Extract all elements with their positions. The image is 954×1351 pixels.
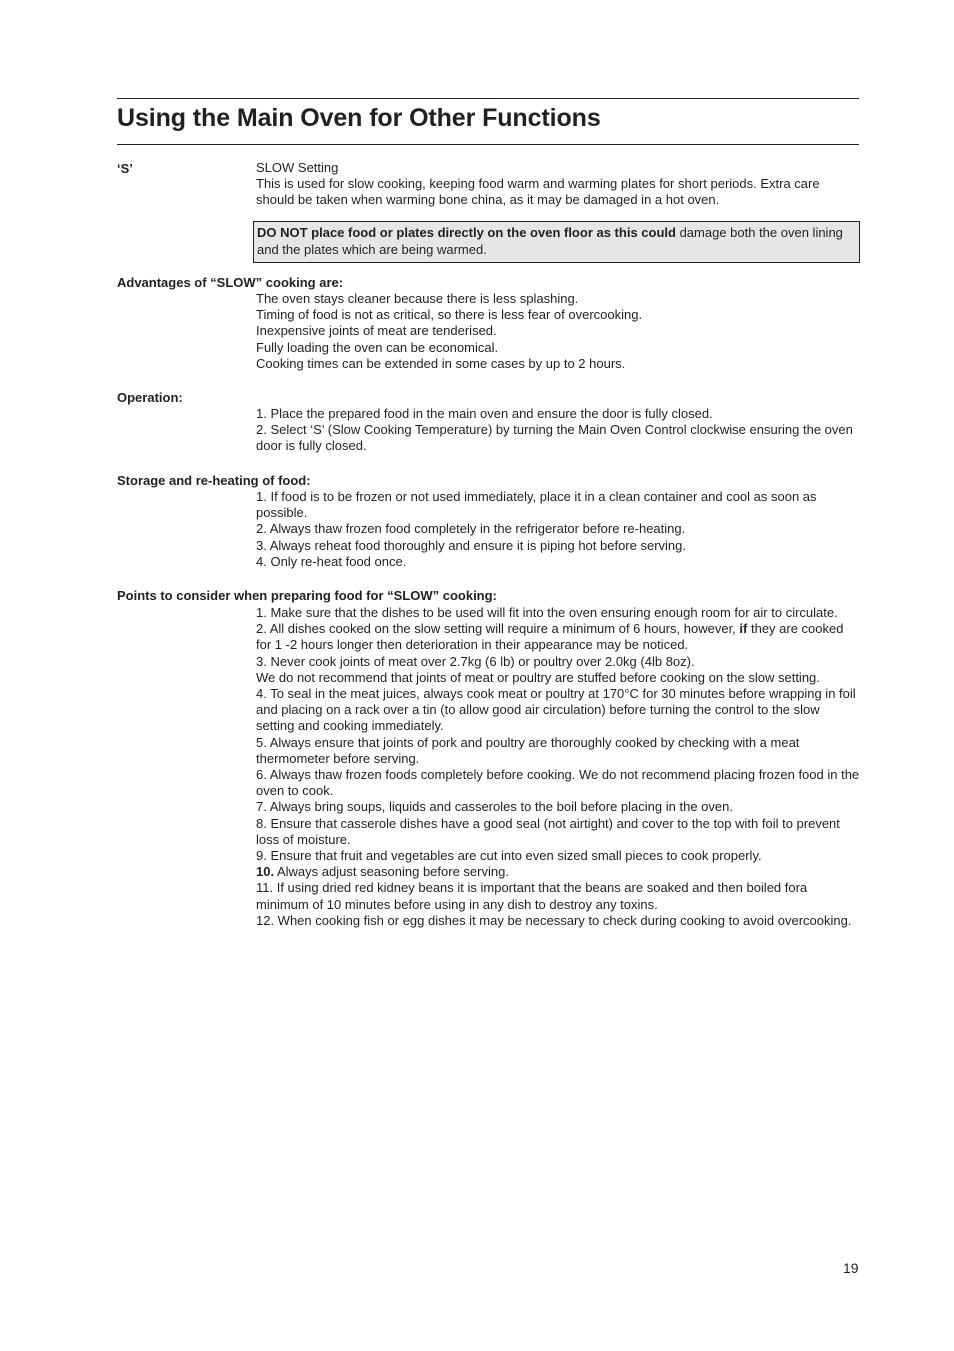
list-item: 3. Never cook joints of meat over 2.7kg (6 lb) or poultry over 2.0kg (4lb 8oz). [256, 653, 695, 669]
advantages-heading: Advantages of “SLOW” cooking are: [117, 275, 344, 290]
slow-setting-heading: SLOW Setting [256, 160, 339, 175]
list-item: 1. If food is to be frozen or not used immediately, place it in a clean container and cool as soon as possible. [256, 489, 817, 521]
operation-list [256, 406, 860, 455]
points-heading: Points to consider when preparing food for “SLOW” cooking: [117, 588, 497, 603]
warning-box [253, 221, 860, 263]
top-rule [117, 98, 859, 99]
list-item: 1. Place the prepared food in the main oven and ensure the door is fully closed. [256, 406, 713, 421]
list-item: 8. Ensure that casserole dishes have a good seal (not airtight) and cover to the top with foil to prevent loss of moisture. [256, 815, 840, 847]
page-number: 19 [843, 1260, 859, 1276]
operation-heading: Operation: [117, 390, 183, 405]
page-title: Using the Main Oven for Other Functions [117, 104, 601, 132]
item10-text: Always adjust seasoning before serving. [274, 864, 509, 880]
item2-bold: if [739, 621, 748, 637]
list-item: 4. To seal in the meat juices, always cook meat or poultry at 170°C for 30 minutes before wrapping in foil and placing on a rack over a tin (to allow good air circulation) before turning the control to the slow setting and cooking immediately. [256, 686, 856, 734]
item2-text-b: they are cooked for 1 -2 hours longer then deterioration in their appearance may be noticed. [256, 621, 844, 653]
list-item: 4. Only re-heat food once. [256, 553, 407, 569]
warning-bold-text: DO NOT place food or plates directly on the oven floor as this could [257, 225, 676, 240]
list-item: Cooking times can be extended in some cases by up to 2 hours. [256, 355, 626, 371]
item10-number: 10. [256, 864, 275, 880]
list-item: Fully loading the oven can be economical. [256, 339, 499, 355]
list-item: 3. Always reheat food thoroughly and ensure it is piping hot before serving. [256, 537, 686, 553]
storage-heading: Storage and re-heating of food: [117, 473, 311, 488]
list-item: 12. When cooking fish or egg dishes it may be necessary to check during cooking to avoid overcooking. [256, 912, 852, 928]
s-section-body [256, 160, 860, 209]
advantages-list [256, 291, 860, 372]
list-item-note: We do not recommend that joints of meat or poultry are stuffed before cooking on the slow setting. [256, 669, 820, 685]
points-list [256, 605, 860, 929]
list-item: Timing of food is not as critical, so there is less fear of overcooking. [256, 307, 643, 323]
list-item: 5. Always ensure that joints of pork and poultry are thoroughly cooked by checking with a meat thermometer before serving. [256, 734, 800, 766]
list-item: 2. Always thaw frozen food completely in the refrigerator before re-heating. [256, 521, 686, 537]
list-item: 9. Ensure that fruit and vegetables are cut into even sized small pieces to cook properly. [256, 848, 762, 864]
list-item [256, 621, 860, 653]
list-item: 7. Always bring soups, liquids and casseroles to the boil before placing in the oven. [256, 799, 733, 815]
slow-setting-description: This is used for slow cooking, keeping food warm and warming plates for short periods. Extra care should be taken when warming bone china, as it may be damaged in a hot oven. [256, 176, 820, 208]
list-item: 6. Always thaw frozen foods completely before cooking. We do not recommend placing frozen food in the oven to cook. [256, 767, 860, 799]
title-rule [117, 144, 859, 145]
list-item [256, 864, 860, 880]
storage-list [256, 489, 860, 570]
list-item: 11. If using dried red kidney beans it is important that the beans are soaked and then boiled fora minimum of 10 minutes before using in any dish to destroy any toxins. [256, 880, 808, 912]
list-item: Inexpensive joints of meat are tenderised. [256, 323, 497, 339]
list-item: 2. Select ‘S’ (Slow Cooking Temperature) by turning the Main Oven Control clockwise ensuring the oven door is fully closed. [256, 422, 853, 454]
item2-text-a: 2. All dishes cooked on the slow setting will require a minimum of 6 hours, however, [256, 621, 740, 637]
s-label: ‘S’ [117, 161, 133, 176]
list-item: 1. Make sure that the dishes to be used will fit into the oven ensuring enough room for air to circulate. [256, 605, 838, 620]
list-item: The oven stays cleaner because there is less splashing. [256, 291, 579, 306]
warning-text: damage both the oven lining and the plates which are being warmed. [257, 225, 843, 257]
